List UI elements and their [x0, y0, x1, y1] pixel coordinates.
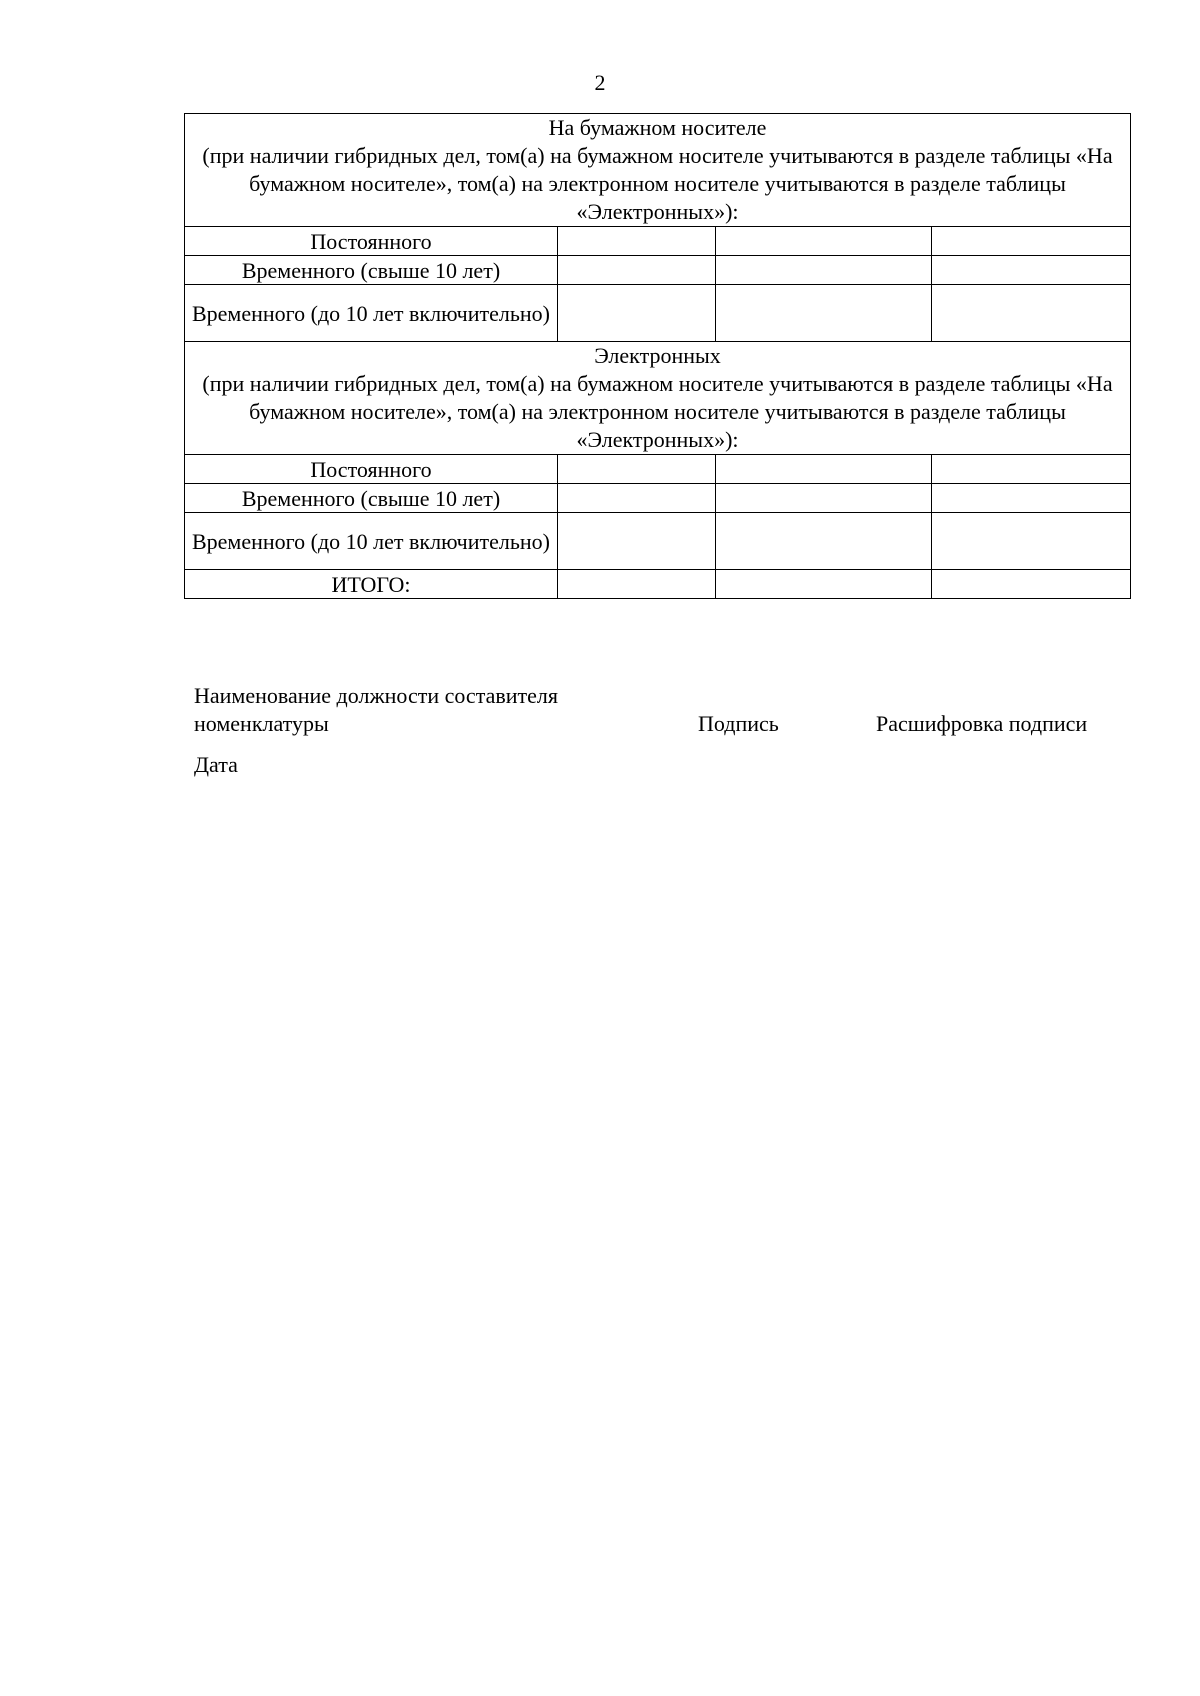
table-cell: [716, 570, 932, 599]
table-row: [185, 513, 1131, 570]
date-label: Дата: [194, 752, 238, 777]
table-cell: [716, 513, 932, 570]
row-label: Временного (свыше 10 лет): [185, 484, 558, 513]
section-title: Электронных: [594, 343, 721, 368]
table-cell: [716, 256, 932, 285]
table-cell: [558, 227, 716, 256]
section-note: (при наличии гибридных дел, том(а) на бумажном носителе учитываются в разделе таблицы «На бумажном носителе», том(а) на электронном носителе учитываются в разделе таблицы «Электронных»):: [202, 371, 1113, 452]
signature-label: Подпись: [698, 711, 779, 736]
position-label: Наименование должности составителя номенклатуры: [194, 683, 558, 736]
table-row: [185, 285, 1131, 342]
table-cell: [558, 285, 716, 342]
page-number: 2: [594, 70, 606, 95]
row-label: Постоянного: [185, 227, 558, 256]
table-cell: [932, 285, 1131, 342]
row-label: Временного (свыше 10 лет): [185, 256, 558, 285]
table-cell: [558, 513, 716, 570]
table-cell: [558, 455, 716, 484]
section-header-paper: [185, 114, 1131, 227]
table-cell: [558, 570, 716, 599]
table-cell: [932, 455, 1131, 484]
row-label: Временного (до 10 лет включительно): [185, 513, 558, 570]
section-header-row: [185, 342, 1131, 455]
table-cell: [716, 484, 932, 513]
row-label: Постоянного: [185, 455, 558, 484]
table-cell: [932, 484, 1131, 513]
table-row: [185, 256, 1131, 285]
table-cell: [932, 570, 1131, 599]
table-row: [185, 227, 1131, 256]
table-cell: [716, 455, 932, 484]
total-label: ИТОГО:: [185, 570, 558, 599]
section-title: На бумажном носителе: [548, 115, 767, 140]
table-cell: [932, 227, 1131, 256]
total-row: [185, 570, 1131, 599]
section-note: (при наличии гибридных дел, том(а) на бумажном носителе учитываются в разделе таблицы «На бумажном носителе», том(а) на электронном носителе учитываются в разделе таблицы «Электронных»):: [202, 143, 1113, 224]
table-cell: [932, 256, 1131, 285]
table-cell: [558, 256, 716, 285]
table-cell: [932, 513, 1131, 570]
table-row: [185, 484, 1131, 513]
section-header-electronic: [185, 342, 1131, 455]
table-cell: [558, 484, 716, 513]
signature-decode-label: Расшифровка подписи: [876, 711, 1088, 736]
summary-table: [184, 113, 1131, 599]
table-cell: [716, 227, 932, 256]
row-label: Временного (до 10 лет включительно): [185, 285, 558, 342]
section-header-row: [185, 114, 1131, 227]
table-row: [185, 455, 1131, 484]
table-cell: [716, 285, 932, 342]
